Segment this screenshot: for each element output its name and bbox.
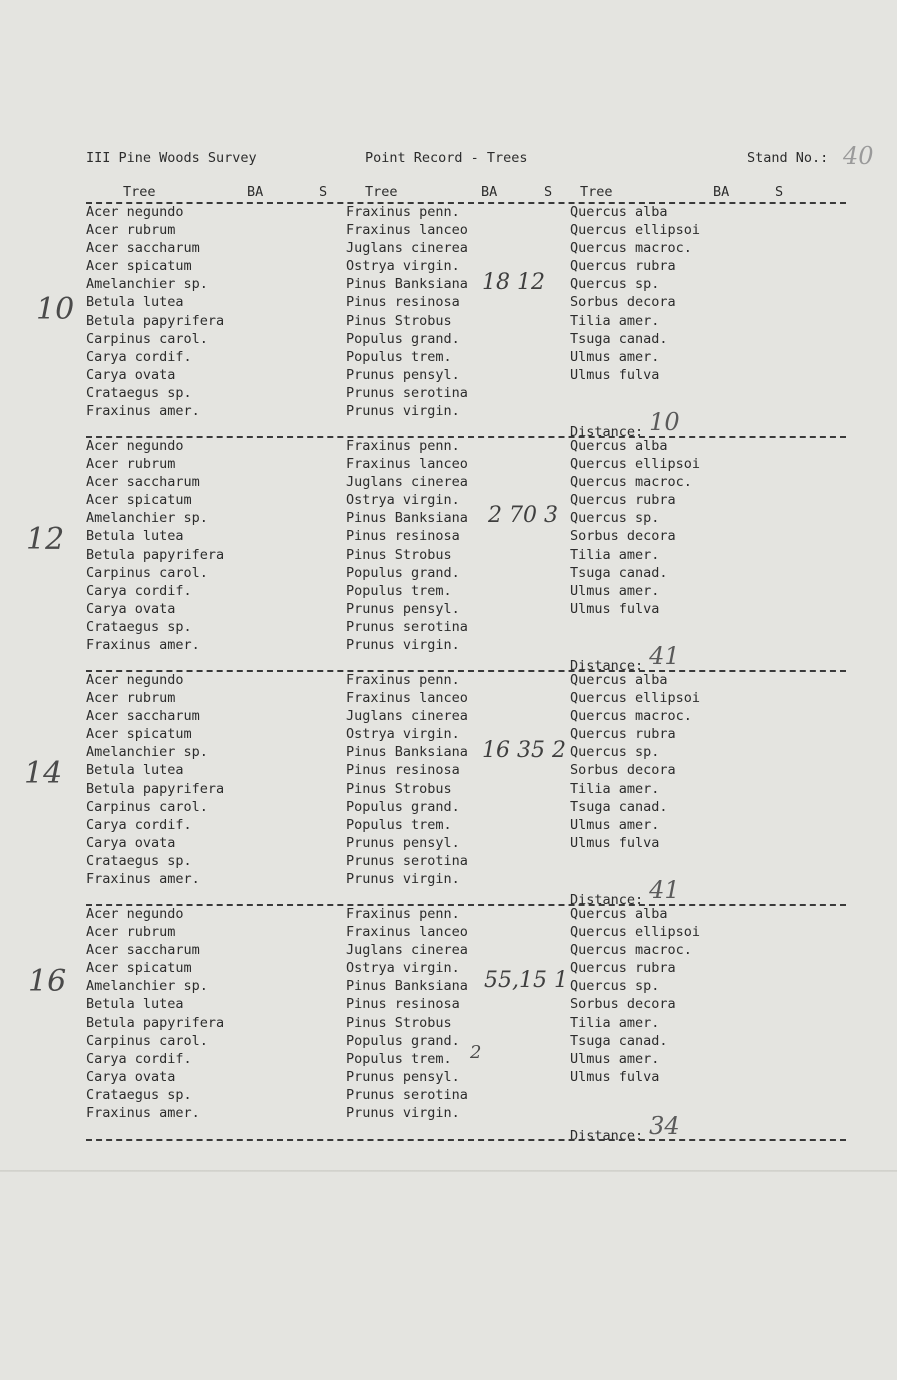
- species-list-quercus-ulmus: [570, 671, 700, 852]
- plot-number: 10: [36, 292, 75, 327]
- species-item: Quercus alba: [570, 672, 668, 688]
- stand-number: 40: [843, 142, 874, 170]
- species-item: Tilia amer.: [570, 780, 660, 797]
- plot-number: 16: [28, 964, 67, 999]
- species-item: Betula lutea: [86, 294, 184, 311]
- species-item: Quercus sp.: [570, 744, 660, 761]
- species-list-quercus-ulmus: [570, 437, 700, 618]
- species-item: Juglans cinerea: [346, 942, 468, 959]
- species-item: Tsuga canad.: [570, 330, 668, 347]
- species-item: Quercus rubra: [570, 492, 676, 509]
- species-item: Quercus macroc.: [570, 240, 692, 257]
- species-item: Ulmus amer.: [570, 1050, 660, 1067]
- species-item: Ulmus amer.: [570, 348, 660, 365]
- species-item: Quercus sp.: [570, 510, 660, 527]
- species-item: Ulmus fulva: [570, 366, 660, 383]
- species-item: Amelanchier sp.: [86, 978, 208, 995]
- handwritten-measure: 16 35 2: [482, 738, 566, 763]
- species-item: Fraxinus penn.: [346, 672, 460, 688]
- species-item: Quercus ellipsoi: [570, 924, 701, 941]
- species-item: Prunus pensyl.: [346, 834, 460, 851]
- species-item: Fraxinus penn.: [346, 438, 460, 454]
- species-list-fraxinus-prunus: [346, 203, 468, 420]
- species-item: Acer rubrum: [86, 690, 176, 707]
- species-item: Betula papyrifera: [86, 1014, 225, 1031]
- species-item: Populus trem.: [346, 816, 452, 833]
- species-item: Quercus ellipsoi: [570, 456, 701, 473]
- species-item: Tsuga canad.: [570, 798, 668, 815]
- species-item: Fraxinus amer.: [86, 403, 200, 420]
- species-item: Ulmus fulva: [570, 600, 660, 617]
- species-item: Populus grand.: [346, 798, 460, 815]
- plot-number: 14: [24, 756, 63, 791]
- species-item: Carya cordif.: [86, 348, 192, 365]
- species-item: Populus grand.: [346, 1032, 460, 1049]
- species-item: Ostrya virgin.: [346, 726, 460, 743]
- species-item: Acer negundo: [86, 672, 184, 688]
- species-item: Carpinus carol.: [86, 330, 208, 347]
- species-item: Carya ovata: [86, 600, 176, 617]
- species-item: Juglans cinerea: [346, 708, 468, 725]
- species-item: Tilia amer.: [570, 1014, 660, 1031]
- species-item: Acer negundo: [86, 906, 184, 922]
- species-item: Prunus virgin.: [346, 637, 460, 654]
- species-item: Tilia amer.: [570, 312, 660, 329]
- species-item: Sorbus decora: [570, 996, 676, 1013]
- species-item: Ulmus fulva: [570, 1068, 660, 1085]
- col-header-ba-1: BA: [244, 184, 266, 200]
- distance-label: Distance:: [570, 658, 644, 674]
- species-item: Ostrya virgin.: [346, 258, 460, 275]
- species-item: Quercus macroc.: [570, 942, 692, 959]
- species-item: Prunus pensyl.: [346, 366, 460, 383]
- distance-value: 10: [649, 408, 680, 436]
- species-item: Amelanchier sp.: [86, 276, 208, 293]
- species-item: Quercus alba: [570, 438, 668, 454]
- species-item: Acer spicatum: [86, 492, 192, 509]
- species-list-acer-fraxinus: [86, 437, 224, 654]
- species-item: Fraxinus penn.: [346, 204, 460, 220]
- species-item: Acer rubrum: [86, 924, 176, 941]
- species-item: Fraxinus lanceo: [346, 456, 468, 473]
- species-item: Prunus serotina: [346, 384, 468, 401]
- species-item: Quercus macroc.: [570, 474, 692, 491]
- species-item: Quercus sp.: [570, 978, 660, 995]
- species-item: Carpinus carol.: [86, 1032, 208, 1049]
- col-header-tree-2: Tree: [362, 184, 401, 200]
- species-item: Betula papyrifera: [86, 312, 225, 329]
- species-item: Pinus Banksiana: [346, 276, 468, 293]
- species-item: Carpinus carol.: [86, 564, 208, 581]
- species-item: Carya cordif.: [86, 1050, 192, 1067]
- species-item: Quercus rubra: [570, 726, 676, 743]
- species-list-quercus-ulmus: [570, 203, 700, 384]
- species-item: Acer negundo: [86, 204, 184, 220]
- distance-label: Distance:: [570, 1128, 644, 1144]
- species-item: Amelanchier sp.: [86, 510, 208, 527]
- species-item: Prunus serotina: [346, 1086, 468, 1103]
- species-list-acer-fraxinus: [86, 905, 224, 1122]
- species-item: Pinus Strobus: [346, 1014, 452, 1031]
- species-item: Acer saccharum: [86, 240, 200, 257]
- species-item: Populus trem.: [346, 582, 452, 599]
- handwritten-measure: 18 12: [482, 270, 545, 295]
- point-section: [0, 905, 897, 1125]
- species-item: Quercus alba: [570, 906, 668, 922]
- handwritten-measure: 55,15 1: [484, 968, 568, 993]
- species-item: Pinus resinosa: [346, 762, 460, 779]
- species-item: Prunus virgin.: [346, 403, 460, 420]
- species-item: Ostrya virgin.: [346, 960, 460, 977]
- point-section: [0, 203, 897, 423]
- survey-title: III Pine Woods Survey: [86, 150, 257, 166]
- species-item: Carya cordif.: [86, 582, 192, 599]
- col-header-tree-3: Tree: [577, 184, 616, 200]
- species-item: Ulmus amer.: [570, 816, 660, 833]
- col-header-tree-1: Tree: [120, 184, 159, 200]
- species-item: Ostrya virgin.: [346, 492, 460, 509]
- distance-value: 41: [649, 642, 680, 670]
- species-item: Juglans cinerea: [346, 474, 468, 491]
- species-item: Quercus macroc.: [570, 708, 692, 725]
- species-item: Juglans cinerea: [346, 240, 468, 257]
- species-item: Carya ovata: [86, 834, 176, 851]
- species-item: Populus grand.: [346, 330, 460, 347]
- species-item: Ulmus fulva: [570, 834, 660, 851]
- species-item: Fraxinus amer.: [86, 871, 200, 888]
- species-item: Fraxinus lanceo: [346, 924, 468, 941]
- record-type: Point Record - Trees: [365, 150, 528, 166]
- species-item: Pinus Banksiana: [346, 510, 468, 527]
- species-item: Acer spicatum: [86, 726, 192, 743]
- distance-value: 41: [649, 876, 680, 904]
- species-item: Carpinus carol.: [86, 798, 208, 815]
- species-item: Carya cordif.: [86, 816, 192, 833]
- species-item: Populus trem.: [346, 1050, 452, 1067]
- species-item: Quercus rubra: [570, 258, 676, 275]
- plot-number: 12: [26, 522, 65, 557]
- species-item: Acer negundo: [86, 438, 184, 454]
- species-item: Acer spicatum: [86, 258, 192, 275]
- species-list-quercus-ulmus: [570, 905, 700, 1086]
- distance-value: 34: [649, 1112, 680, 1140]
- species-item: Prunus virgin.: [346, 1105, 460, 1122]
- species-item: Pinus Banksiana: [346, 978, 468, 995]
- species-item: Prunus virgin.: [346, 871, 460, 888]
- col-header-ba-3: BA: [710, 184, 732, 200]
- species-item: Pinus resinosa: [346, 996, 460, 1013]
- species-item: Acer saccharum: [86, 474, 200, 491]
- distance-label: Distance:: [570, 424, 644, 440]
- species-item: Tsuga canad.: [570, 1032, 668, 1049]
- paper-fold: [0, 1170, 897, 1172]
- species-item: Sorbus decora: [570, 528, 676, 545]
- species-list-fraxinus-prunus: [346, 671, 468, 888]
- species-item: Pinus resinosa: [346, 294, 460, 311]
- species-item: Populus trem.: [346, 348, 452, 365]
- handwritten-measure: 2 70 3: [488, 503, 558, 528]
- species-item: Carya ovata: [86, 366, 176, 383]
- species-item: Pinus Banksiana: [346, 744, 468, 761]
- species-item: Quercus sp.: [570, 276, 660, 293]
- col-header-s-3: S: [772, 184, 786, 200]
- species-item: Tsuga canad.: [570, 564, 668, 581]
- species-item: Betula papyrifera: [86, 546, 225, 563]
- distance-label: Distance:: [570, 892, 644, 908]
- species-item: Betula lutea: [86, 528, 184, 545]
- species-item: Amelanchier sp.: [86, 744, 208, 761]
- species-item: Acer saccharum: [86, 708, 200, 725]
- species-list-fraxinus-prunus: [346, 437, 468, 654]
- species-item: Quercus alba: [570, 204, 668, 220]
- species-list-acer-fraxinus: [86, 203, 224, 420]
- species-item: Tilia amer.: [570, 546, 660, 563]
- species-item: Quercus rubra: [570, 960, 676, 977]
- species-item: Acer spicatum: [86, 960, 192, 977]
- section-divider: [86, 1139, 846, 1141]
- species-item: Fraxinus penn.: [346, 906, 460, 922]
- stand-label: Stand No.:: [747, 150, 829, 166]
- col-header-s-1: S: [316, 184, 330, 200]
- species-item: Pinus Strobus: [346, 546, 452, 563]
- species-item: Crataegus sp.: [86, 618, 192, 635]
- species-item: Fraxinus lanceo: [346, 690, 468, 707]
- species-list-acer-fraxinus: [86, 671, 224, 888]
- species-item: Betula papyrifera: [86, 780, 225, 797]
- species-item: Carya ovata: [86, 1068, 176, 1085]
- species-item: Sorbus decora: [570, 762, 676, 779]
- distance-entry: [570, 1112, 680, 1146]
- species-item: Crataegus sp.: [86, 384, 192, 401]
- col-header-ba-2: BA: [478, 184, 500, 200]
- species-item: Fraxinus lanceo: [346, 222, 468, 239]
- species-item: Acer rubrum: [86, 222, 176, 239]
- species-list-fraxinus-prunus: [346, 905, 468, 1122]
- species-item: Pinus resinosa: [346, 528, 460, 545]
- species-item: Prunus pensyl.: [346, 1068, 460, 1085]
- species-item: Prunus serotina: [346, 618, 468, 635]
- species-item: Fraxinus amer.: [86, 637, 200, 654]
- species-item: Quercus ellipsoi: [570, 222, 701, 239]
- species-item: Betula lutea: [86, 762, 184, 779]
- species-item: Pinus Strobus: [346, 780, 452, 797]
- species-item: Prunus pensyl.: [346, 600, 460, 617]
- species-item: Prunus serotina: [346, 852, 468, 869]
- species-item: Ulmus amer.: [570, 582, 660, 599]
- species-item: Populus grand.: [346, 564, 460, 581]
- species-item: Acer saccharum: [86, 942, 200, 959]
- species-item: Crataegus sp.: [86, 1086, 192, 1103]
- handwritten-mark: 2: [470, 1042, 482, 1063]
- species-item: Fraxinus amer.: [86, 1105, 200, 1122]
- species-item: Pinus Strobus: [346, 312, 452, 329]
- col-header-s-2: S: [541, 184, 555, 200]
- species-item: Quercus ellipsoi: [570, 690, 701, 707]
- species-item: Sorbus decora: [570, 294, 676, 311]
- species-item: Betula lutea: [86, 996, 184, 1013]
- point-section: [0, 437, 897, 657]
- species-item: Acer rubrum: [86, 456, 176, 473]
- species-item: Crataegus sp.: [86, 852, 192, 869]
- point-section: [0, 671, 897, 891]
